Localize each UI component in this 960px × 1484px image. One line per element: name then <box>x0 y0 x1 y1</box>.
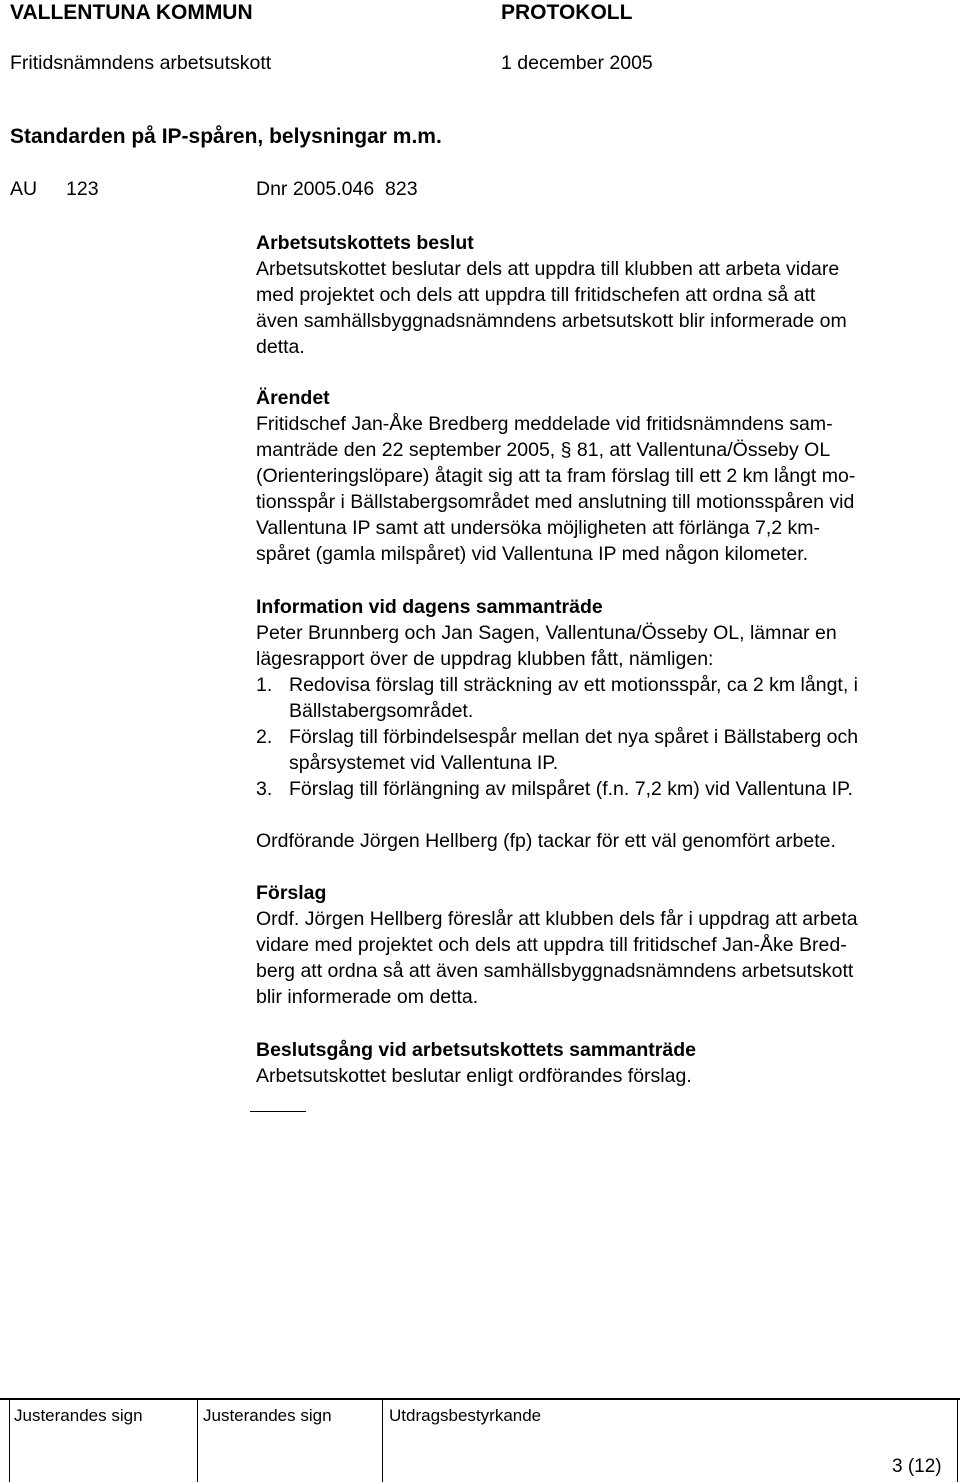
footer-sign-2: Justerandes sign <box>203 1406 332 1425</box>
au-label: AU <box>10 178 38 200</box>
footer-divider <box>957 1398 958 1482</box>
info-section <box>256 594 858 802</box>
doc-type: PROTOKOLL <box>501 1 633 24</box>
meeting-date: 1 december 2005 <box>501 52 653 74</box>
matter-line <box>256 437 855 463</box>
decision-section <box>256 230 847 360</box>
proposal-line: Ordf. Jörgen Hellberg föreslår att klubben dels får i uppdrag att arbeta <box>256 908 858 930</box>
procedure-heading: Beslutsgång vid arbetsutskottets sammanträde <box>256 1039 696 1061</box>
list-number: 2. <box>256 726 273 748</box>
list-item <box>256 724 858 776</box>
matter-line: (Orienteringslöpare) åtagit sig att ta fram förslag till ett 2 km långt mo- <box>256 465 856 487</box>
proposal-line: berg att ordna så att även samhällsbyggnadsnämndens arbetsutskott <box>256 960 854 982</box>
au-number: 123 <box>66 178 99 200</box>
list-number: 3. <box>256 778 273 800</box>
chair-note: Ordförande Jörgen Hellberg (fp) tackar för ett väl genomfört arbete. <box>256 830 836 852</box>
dnr-number: Dnr 2005.046 823 <box>256 178 418 200</box>
decision-line: Arbetsutskottet beslutar dels att uppdra till klubben att arbeta vidare <box>256 258 840 280</box>
footer-divider <box>9 1398 10 1482</box>
matter-line-part: manträde den 22 september 2005, <box>256 439 556 461</box>
proposal-section <box>256 880 858 1010</box>
matter-line: Vallentuna IP samt att undersöka möjligheten att förlänga 7,2 km- <box>256 517 821 539</box>
info-intro-line: lägesrapport över de uppdrag klubben fått, nämligen: <box>256 648 714 670</box>
matter-line-part: 81, att Vallentuna/Össeby OL <box>576 439 831 461</box>
matter-section <box>256 385 855 567</box>
proposal-line: blir informerade om detta. <box>256 986 479 1008</box>
list-number: 1. <box>256 674 273 696</box>
committee-name: Fritidsnämndens arbetsutskott <box>10 52 272 74</box>
footer-sign-1: Justerandes sign <box>14 1406 143 1425</box>
procedure-section <box>256 1037 696 1089</box>
proposal-line: vidare med projektet och dels att uppdra till fritidschef Jan-Åke Bred- <box>256 934 847 956</box>
decision-line: detta. <box>256 336 305 358</box>
footer-divider <box>382 1398 383 1482</box>
section-sign: § <box>560 439 572 461</box>
page-number: 3 (12) <box>892 1456 942 1477</box>
list-text: Förslag till förbindelsespår mellan det nya spåret i Bällstaberg och <box>289 726 859 748</box>
decision-line: med projektet och dels att uppdra till fritidschefen att ordna så att <box>256 284 816 306</box>
decision-line: även samhällsbyggnadsnämndens arbetsutskott blir informerade om <box>256 310 847 332</box>
list-item <box>256 672 858 724</box>
decision-heading: Arbetsutskottets beslut <box>256 232 474 254</box>
list-text: Redovisa förslag till sträckning av ett motionsspår, ca 2 km långt, i <box>289 674 859 696</box>
matter-line: Fritidschef Jan-Åke Bredberg meddelade vid fritidsnämndens sam- <box>256 413 833 435</box>
list-text: Bällstabergsområdet. <box>289 700 474 722</box>
footer-divider <box>197 1398 198 1482</box>
matter-line: spåret (gamla milspåret) vid Vallentuna IP med någon kilometer. <box>256 543 809 565</box>
end-separator-line <box>250 1111 306 1112</box>
list-text: Förslag till förlängning av milspåret (f.n. 7,2 km) vid Vallentuna IP. <box>289 778 853 800</box>
list-item <box>256 776 858 802</box>
info-intro-line: Peter Brunnberg och Jan Sagen, Vallentuna/Össeby OL, lämnar en <box>256 622 837 644</box>
page-title: Standarden på IP-spåren, belysningar m.m. <box>10 125 442 148</box>
list-text: spårsystemet vid Vallentuna IP. <box>289 752 559 774</box>
footer-certify: Utdragsbestyrkande <box>389 1406 542 1425</box>
info-heading: Information vid dagens sammanträde <box>256 596 603 618</box>
org-name: VALLENTUNA KOMMUN <box>10 1 253 24</box>
matter-line: tionsspår i Bällstabergsområdet med anslutning till motionsspåren vid <box>256 491 855 513</box>
matter-heading: Ärendet <box>256 387 330 409</box>
proposal-heading: Förslag <box>256 882 327 904</box>
procedure-text: Arbetsutskottet beslutar enligt ordförandes förslag. <box>256 1065 692 1087</box>
